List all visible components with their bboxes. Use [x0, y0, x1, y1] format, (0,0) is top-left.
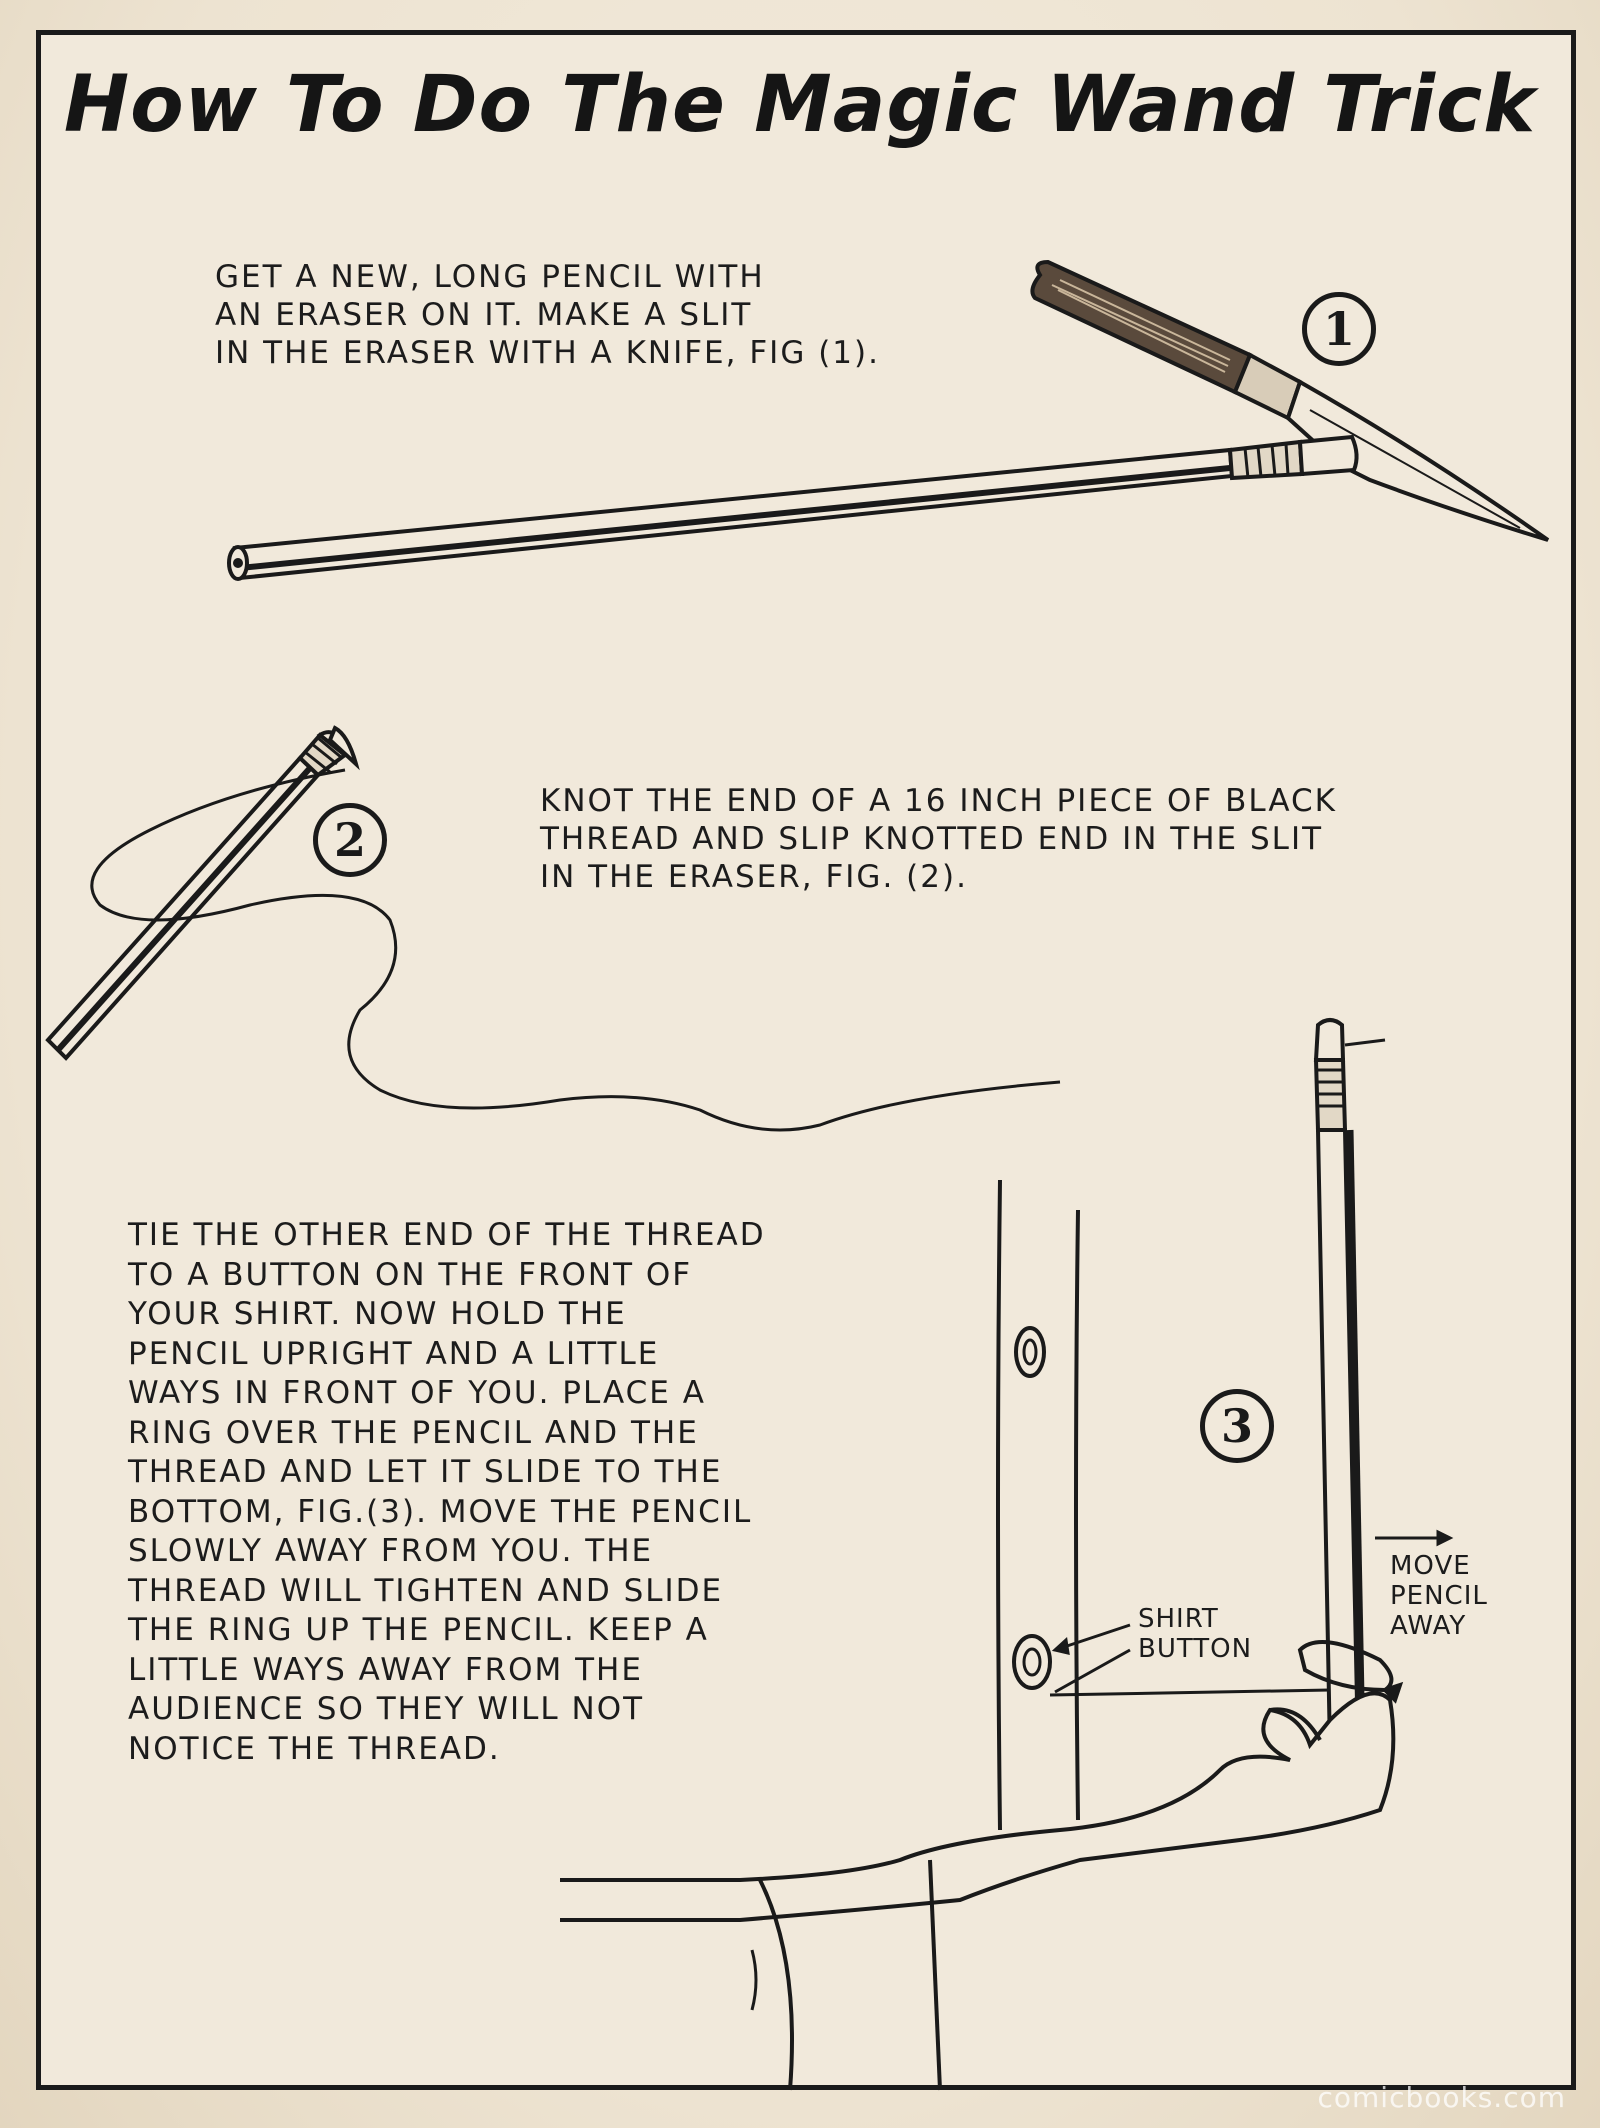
- figure-2-badge: 2: [313, 803, 387, 877]
- thread-to-button: [1050, 1690, 1330, 1695]
- watermark: comicbooks.com: [1317, 2081, 1566, 2114]
- shirt-button-illustration: [1014, 1328, 1050, 1688]
- step-3-text: TIE THE OTHER END OF THE THREAD TO A BUTTON ON THE FRONT OF YOUR SHIRT. NOW HOLD THE PENCIL UPRIGHT AND A LITTLE WAYS IN FRONT OF YOU. PLACE A RING OVER THE PENCIL AND THE THREAD AND LET IT SLIDE TO THE BOTTOM, FIG.(3). MOVE THE PENCIL SLOWLY AWAY FROM YOU. THE THREAD WILL TIGHTEN AND SLIDE THE RING UP THE PENCIL. KEEP A LITTLE WAYS AWAY FROM THE AUDIENCE SO THEY WILL NOT NOTICE THE THREAD.: [128, 1217, 766, 1767]
- step-2-text: KNOT THE END OF A 16 INCH PIECE OF BLACK THREAD AND SLIP KNOTTED END IN THE SLIT IN THE ERASER, FIG. (2).: [540, 783, 1337, 895]
- page-title: How To Do The Magic Wand Trick: [63, 60, 1537, 150]
- shirt-illustration: [998, 1180, 1078, 1830]
- knife-illustration: [1032, 262, 1548, 540]
- shirt-button-label: SHIRT BUTTON: [1138, 1604, 1253, 1664]
- move-pencil-label: MOVE PENCIL AWAY: [1390, 1551, 1488, 1641]
- pencil-illustration-fig1: [229, 437, 1357, 579]
- step-1-text: GET A NEW, LONG PENCIL WITH AN ERASER ON IT. MAKE A SLIT IN THE ERASER WITH A KNIFE, FIG (1).: [215, 259, 880, 371]
- figure-3-badge: 3: [1200, 1389, 1274, 1463]
- figure-1-badge: 1: [1302, 292, 1376, 366]
